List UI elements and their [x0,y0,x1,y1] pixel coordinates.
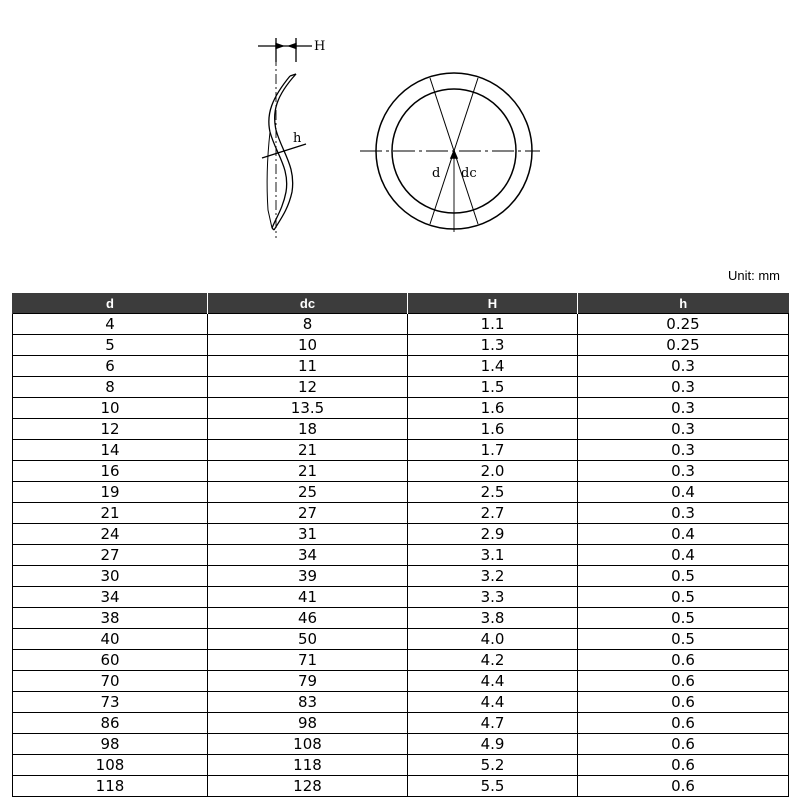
table-cell: 27 [13,545,208,566]
table-cell: 12 [208,377,408,398]
table-cell: 16 [13,461,208,482]
table-cell: 4.9 [408,734,578,755]
table-cell: 39 [208,566,408,587]
front-view [360,73,540,232]
table-cell: 4.0 [408,629,578,650]
table-cell: 98 [208,713,408,734]
column-header-d: d [13,293,208,314]
label-dc: dc [461,166,477,181]
table-cell: 13.5 [208,398,408,419]
table-cell: 0.5 [578,566,789,587]
table-cell: 5.2 [408,755,578,776]
table-cell: 10 [13,398,208,419]
table-cell: 0.3 [578,377,789,398]
table-cell: 0.6 [578,671,789,692]
table-cell: 3.8 [408,608,578,629]
table-row [13,776,789,797]
table-cell: 3.1 [408,545,578,566]
table-cell: 3.2 [408,566,578,587]
table-cell: 2.5 [408,482,578,503]
table-cell: 0.6 [578,650,789,671]
table-cell: 4.4 [408,692,578,713]
table-cell: 0.4 [578,545,789,566]
table-cell: 1.4 [408,356,578,377]
table-row [13,629,789,650]
table-row [13,377,789,398]
table-cell: 0.3 [578,440,789,461]
table-row [13,755,789,776]
table-cell: 70 [13,671,208,692]
table-row [13,650,789,671]
table-row [13,608,789,629]
table-cell: 0.3 [578,398,789,419]
table-cell: 128 [208,776,408,797]
table-row [13,545,789,566]
table-cell: 0.25 [578,335,789,356]
table-cell: 8 [13,377,208,398]
table-cell: 118 [208,755,408,776]
table-cell: 0.3 [578,419,789,440]
label-h: h [293,131,302,146]
table-row [13,335,789,356]
table-cell: 86 [13,713,208,734]
table-cell: 108 [13,755,208,776]
table-cell: 12 [13,419,208,440]
table-cell: 2.7 [408,503,578,524]
spec-table-header [13,293,789,314]
table-cell: 18 [208,419,408,440]
table-cell: 2.9 [408,524,578,545]
spec-table-body [13,314,789,797]
table-row [13,314,789,335]
column-header-dc: dc [208,293,408,314]
table-row [13,692,789,713]
table-cell: 1.6 [408,419,578,440]
table-cell: 10 [208,335,408,356]
table-cell: 19 [13,482,208,503]
table-cell: 83 [208,692,408,713]
table-cell: 0.25 [578,314,789,335]
table-row [13,356,789,377]
table-cell: 60 [13,650,208,671]
table-cell: 0.4 [578,524,789,545]
label-H: H [314,39,326,54]
table-cell: 6 [13,356,208,377]
table-cell: 71 [208,650,408,671]
table-cell: 38 [13,608,208,629]
table-cell: 1.5 [408,377,578,398]
table-cell: 0.6 [578,713,789,734]
table-row [13,398,789,419]
table-cell: 5 [13,335,208,356]
unit-note: Unit: mm [728,268,780,283]
table-cell: 73 [13,692,208,713]
table-cell: 0.6 [578,692,789,713]
table-cell: 1.1 [408,314,578,335]
table-row [13,482,789,503]
table-cell: 30 [13,566,208,587]
table-row [13,587,789,608]
table-cell: 98 [13,734,208,755]
table-cell: 50 [208,629,408,650]
column-header-h: h [578,293,789,314]
table-row [13,461,789,482]
table-cell: 46 [208,608,408,629]
table-cell: 0.3 [578,461,789,482]
table-cell: 0.4 [578,482,789,503]
table-cell: 0.3 [578,503,789,524]
table-row [13,671,789,692]
spec-table [12,293,789,797]
table-cell: 0.6 [578,776,789,797]
table-cell: 24 [13,524,208,545]
table-cell: 21 [208,440,408,461]
table-cell: 34 [13,587,208,608]
table-row [13,440,789,461]
table-row [13,566,789,587]
table-cell: 4.7 [408,713,578,734]
table-row [13,419,789,440]
table-cell: 41 [208,587,408,608]
table-cell: 34 [208,545,408,566]
table-cell: 21 [13,503,208,524]
table-cell: 108 [208,734,408,755]
label-d: d [432,166,441,181]
table-cell: 4.4 [408,671,578,692]
table-cell: 40 [13,629,208,650]
table-cell: 79 [208,671,408,692]
table-cell: 14 [13,440,208,461]
table-cell: 31 [208,524,408,545]
table-cell: 0.6 [578,755,789,776]
table-cell: 1.7 [408,440,578,461]
table-cell: 0.6 [578,734,789,755]
table-cell: 8 [208,314,408,335]
table-cell: 3.3 [408,587,578,608]
table-cell: 4.2 [408,650,578,671]
table-cell: 2.0 [408,461,578,482]
table-cell: 27 [208,503,408,524]
side-view [258,38,312,238]
table-row [13,734,789,755]
table-row [13,503,789,524]
table-row [13,713,789,734]
table-cell: 4 [13,314,208,335]
column-header-H: H [408,293,578,314]
table-cell: 25 [208,482,408,503]
header-row [13,293,789,314]
table-cell: 1.3 [408,335,578,356]
table-cell: 5.5 [408,776,578,797]
wave-washer-diagram [0,0,800,260]
table-cell: 0.3 [578,356,789,377]
table-cell: 0.5 [578,608,789,629]
table-cell: 21 [208,461,408,482]
table-cell: 11 [208,356,408,377]
table-cell: 1.6 [408,398,578,419]
table-cell: 0.5 [578,587,789,608]
table-cell: 118 [13,776,208,797]
table-cell: 0.5 [578,629,789,650]
table-row [13,524,789,545]
